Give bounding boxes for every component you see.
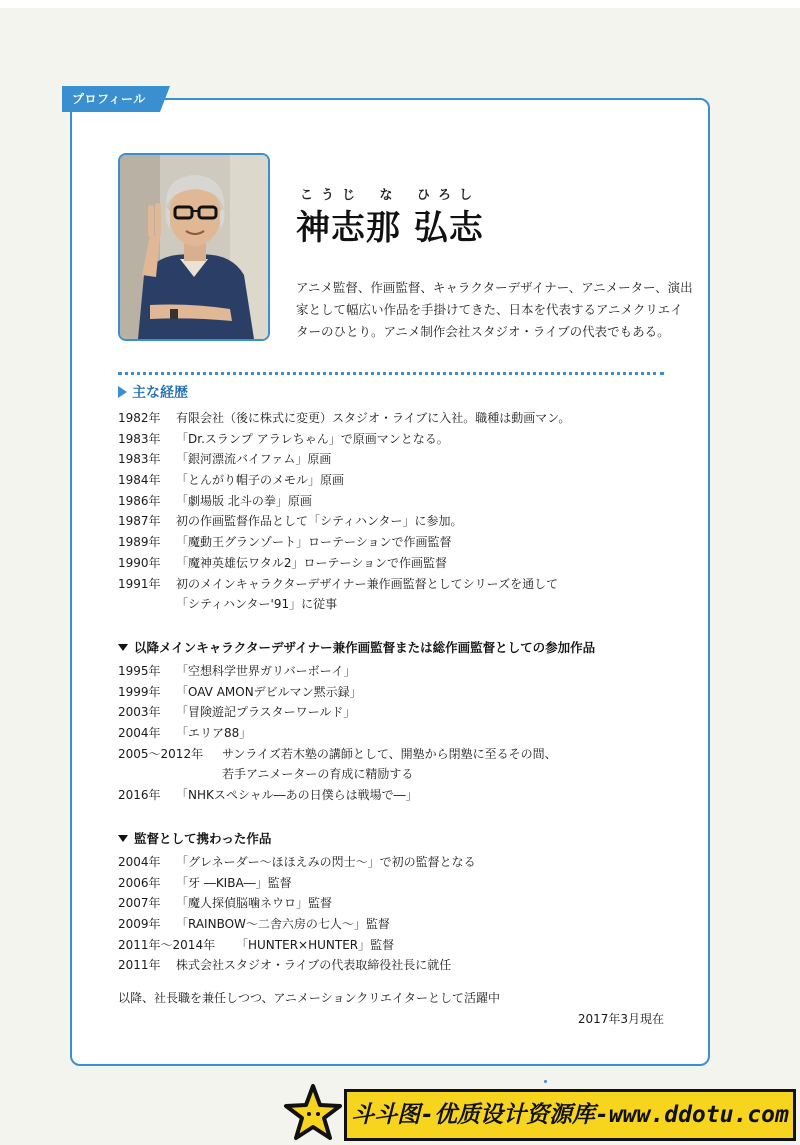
event: 有限会社（後に株式に変更）スタジオ・ライブに入社。職種は動画マン。 — [176, 411, 571, 425]
list-item — [118, 491, 570, 512]
event: 初の作画監督作品として「シティハンター」に参加。 — [176, 514, 463, 529]
event: サンライズ若木塾の講師として、開塾から閉塾に至るその間、 — [222, 746, 557, 761]
main-chara-list — [118, 661, 557, 806]
year: 2009年 — [118, 917, 161, 932]
event: 「銀河漂流バイファム」原画 — [176, 452, 332, 467]
person-name: 神志那 弘志 — [296, 208, 484, 248]
year: 1984年 — [118, 473, 161, 488]
page-dot — [544, 1080, 547, 1083]
year: 2007年 — [118, 896, 161, 911]
dotted-divider — [118, 372, 664, 375]
list-item — [118, 408, 570, 429]
top-strip — [0, 0, 800, 8]
list-item — [118, 893, 476, 914]
career-heading-label: 主な経歴 — [132, 385, 188, 401]
triangle-down-icon — [118, 835, 128, 842]
list-item — [118, 574, 570, 595]
year: 1982年 — [118, 411, 161, 425]
year: 2003年 — [118, 705, 161, 720]
director-list — [118, 852, 476, 976]
year: 2016年 — [118, 788, 161, 803]
list-item — [118, 682, 557, 703]
star-icon — [282, 1082, 344, 1144]
list-item — [118, 744, 557, 765]
intro-line: 家として幅広い作品を手掛けてきた、日本を代表するアニメクリエイ — [296, 302, 683, 317]
list-item — [118, 935, 476, 956]
event: 「HUNTER×HUNTER」監督 — [236, 937, 395, 952]
triangle-down-icon — [118, 644, 128, 651]
list-item — [118, 449, 570, 470]
triangle-right-icon — [118, 386, 127, 398]
list-item — [118, 661, 557, 682]
year: 1991年 — [118, 576, 161, 591]
event: 「とんがり帽子のメモル」原画 — [176, 473, 345, 488]
footnote: 以降、社長職を兼任しつつ、アニメーションクリエイターとして活躍中 — [118, 991, 500, 1005]
profile-photo — [118, 153, 270, 341]
list-item — [118, 764, 557, 785]
year: 1999年 — [118, 684, 161, 699]
list-item — [118, 785, 557, 806]
year: 1983年 — [118, 452, 161, 467]
event: 「シティハンター'91」に従事 — [176, 597, 338, 612]
list-item — [118, 852, 476, 873]
list-item — [118, 914, 476, 935]
year: 1987年 — [118, 514, 161, 529]
year: 1995年 — [118, 664, 161, 678]
event: 「牙 ―KIBA―」監督 — [176, 875, 292, 890]
list-item — [118, 532, 570, 553]
main-chara-heading — [118, 638, 595, 656]
event: 「魔神英雄伝ワタル2」ローテーションで作画監督 — [176, 555, 448, 570]
intro-line: ターのひとり。アニメ制作会社スタジオ・ライブの代表でもある。 — [296, 324, 670, 339]
event: 「冒険遊記プラスターワールド」 — [176, 705, 356, 720]
event: 「RAINBOW〜二舎六房の七人〜」監督 — [176, 917, 390, 932]
event: 「NHKスペシャル―あの日僕らは戦場で―」 — [176, 788, 418, 803]
as-of-date: 2017年3月現在 — [577, 1012, 664, 1026]
name-ruby: こうじ な ひろし — [300, 188, 481, 203]
year: 2005〜2012年 — [118, 746, 204, 761]
director-heading — [118, 829, 271, 847]
year: 2011年 — [118, 958, 161, 973]
watermark-banner[interactable]: 斗斗图-优质设计资源库-www.ddotu.com — [344, 1089, 796, 1141]
list-item — [118, 955, 476, 976]
director-heading-label: 監督として携わった作品 — [134, 831, 272, 846]
year: 1989年 — [118, 535, 161, 550]
intro-line: アニメ監督、作画監督、キャラクターデザイナー、アニメーター、演出 — [296, 280, 693, 295]
year: 1986年 — [118, 493, 161, 508]
main-chara-heading-label: 以降メインキャラクターデザイナー兼作画監督または総作画監督としての参加作品 — [134, 640, 596, 655]
list-item — [118, 553, 570, 574]
list-item — [118, 429, 570, 450]
career-list — [118, 408, 570, 615]
event: 「OAV AMONデビルマン黙示録」 — [176, 684, 362, 699]
year: 2004年 — [118, 726, 161, 741]
event: 「Dr.スランプ アラレちゃん」で原画マンとなる。 — [176, 431, 449, 446]
event: 「魔人探偵脳噛ネウロ」監督 — [176, 896, 333, 911]
portrait-illustration — [120, 155, 268, 339]
event: 「グレネーダー〜ほほえみの閃士〜」で初の監督となる — [176, 855, 476, 869]
year: 2011年〜2014年 — [118, 937, 216, 952]
event: 「魔動王グランゾート」ローテーションで作画監督 — [176, 535, 452, 550]
list-item — [118, 702, 557, 723]
year: 2004年 — [118, 855, 161, 869]
list-item — [118, 511, 570, 532]
list-item — [118, 723, 557, 744]
event: 株式会社スタジオ・ライブの代表取締役社長に就任 — [176, 958, 452, 973]
event: 若手アニメーターの育成に精励する — [222, 767, 414, 782]
year: 1983年 — [118, 431, 161, 446]
career-heading — [118, 382, 188, 402]
list-item — [118, 594, 570, 615]
profile-tab: プロフィール — [62, 86, 160, 112]
list-item — [118, 873, 476, 894]
event: 「劇場版 北斗の拳」原画 — [176, 493, 312, 508]
event: 「エリア88」 — [176, 726, 252, 741]
year: 2006年 — [118, 875, 161, 890]
intro-paragraph — [296, 277, 693, 343]
event: 「空想科学世界ガリバーボーイ」 — [176, 664, 356, 678]
list-item — [118, 470, 570, 491]
year: 1990年 — [118, 555, 161, 570]
event: 初のメインキャラクターデザイナー兼作画監督としてシリーズを通して — [176, 576, 559, 591]
